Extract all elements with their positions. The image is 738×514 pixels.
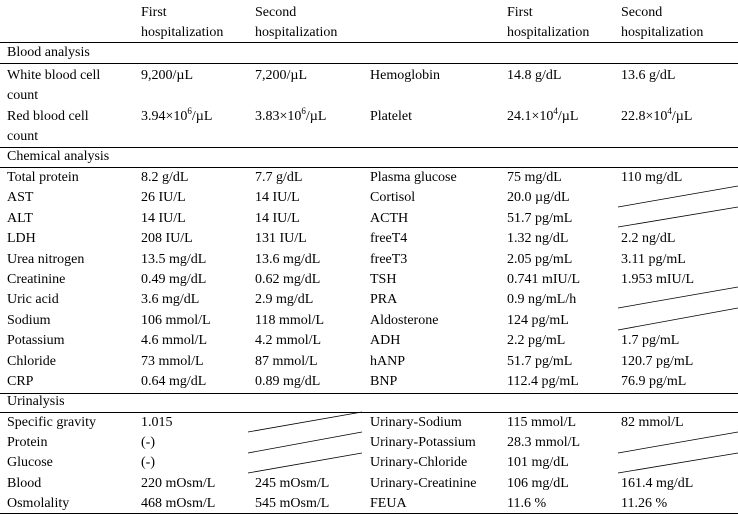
value-first-right: 20.0 µg/dL [507,190,570,206]
value-second-right: 120.7 pg/mL [621,353,694,369]
value-first: 106 mmol/L [141,312,211,328]
value-first-right: 124 pg/mL [507,312,569,328]
row-label-right: Urinary-Sodium [370,415,462,430]
row-label: Glucose [7,455,53,471]
value-first: 14 IU/L [141,210,186,226]
value-second-right: 13.6 g/dL [621,68,676,83]
rule-blood [0,63,738,64]
row-label-right: FEUA [370,495,407,511]
row-label: Osmolality [7,495,70,511]
slash-urine-second-b [248,432,362,453]
value-second: 13.6 mg/dL [255,251,321,267]
row-label: LDH [7,231,36,247]
row-label-right: Urinary-Chloride [370,455,468,471]
value-second: 7,200/µL [255,68,308,83]
value-first: 13.5 mg/dL [141,251,207,267]
value-second-right: 3.11 pg/mL [621,251,686,267]
row-label-right: Platelet [370,109,412,124]
row-label-right: hANP [370,353,406,369]
value-first: 26 IU/L [141,190,186,206]
row-label-right: Cortisol [370,190,416,206]
row-label-right: ACTH [370,210,409,226]
slash-cortisol-acth-a [618,186,738,207]
value-second-right: 161.4 mg/dL [621,475,694,491]
value-first: 3.6 mg/dL [141,292,200,308]
value-first: 220 mOsm/L [141,475,216,491]
value-first: $3.94\times 10^6/\mu L$ [141,106,213,124]
rule-urinalysis-top [0,393,738,394]
value-first: (-) [141,455,155,471]
value-first: (-) [141,435,155,451]
slash-urine-second-a [248,412,362,432]
header-first-line2: hospitalization [141,25,224,40]
value-second: 7.7 g/dL [255,170,303,185]
value-first-right: 1.32 ng/dL [507,231,569,247]
row-label: Uric acid [7,292,59,308]
value-first-right: $24.1\times 10^4/\mu L$ [507,106,579,124]
row-label-right: ADH [370,333,401,349]
rule-chemical-top [0,147,738,148]
value-first: 0.64 mg/dL [141,374,207,389]
row-label: ALT [7,210,33,226]
value-first: 9,200/µL [141,68,194,83]
value-first: 1.015 [141,415,173,430]
slash-urine-potassium-a [618,432,738,453]
slash-urine-second-c [248,453,362,473]
row-label-line2: count [7,88,39,103]
value-first-right: 51.7 pg/mL [507,210,573,226]
value-first-right: 28.3 mmol/L [507,435,581,451]
row-label: Protein [7,435,48,451]
row-label-right: BNP [370,374,398,389]
row-label: Creatinine [7,272,66,287]
value-first: 73 mmol/L [141,353,204,369]
value-first-right: 112.4 pg/mL [507,374,579,389]
value-second-right: 76.9 pg/mL [621,374,687,389]
value-second-right: 1.953 mIU/L [621,272,695,287]
value-first-right: 0.741 mIU/L [507,272,581,287]
header-second-line2: hospitalization [255,25,338,40]
row-label-right: Urinary-Potassium [370,435,476,451]
value-second: 0.89 mg/dL [255,374,321,389]
value-second-right: 11.26 % [621,495,668,511]
value-second: 14 IU/L [255,210,300,226]
value-second: 118 mmol/L [255,312,325,328]
row-label-right: Hemoglobin [370,68,440,83]
value-second-right: 82 mmol/L [621,415,684,430]
slash-cortisol-acth-b [618,207,738,227]
slash-urine-chloride-b [618,453,738,473]
value-second: 0.62 mg/dL [255,272,321,287]
value-second-right: 2.2 ng/dL [621,231,676,247]
row-label: Potassium [7,333,65,349]
header-first-line1: First [141,5,167,20]
header-second-line1: Second [255,5,297,20]
row-label: Urea nitrogen [7,251,85,267]
header-first-right-line2: hospitalization [507,25,590,40]
rule-header [0,42,738,43]
row-label-right: Aldosterone [370,312,439,328]
value-first-right: 75 mg/dL [507,170,562,185]
value-second-right: 1.7 pg/mL [621,333,680,349]
row-label: AST [7,190,34,206]
section-blood-analysis: Blood analysis [7,45,90,60]
value-second: 4.2 mmol/L [255,333,322,349]
row-label-right: TSH [370,272,397,287]
row-label: Total protein [7,170,79,185]
section-urinalysis: Urinalysis [7,394,65,409]
header-first-right-line1: First [507,5,533,20]
value-second: 87 mmol/L [255,353,318,369]
row-label-right: freeT4 [370,231,408,247]
value-first-right: 2.2 pg/mL [507,333,566,349]
value-second: 2.9 mg/dL [255,292,314,308]
value-second: 545 mOsm/L [255,495,330,511]
row-label: Specific gravity [7,415,97,430]
row-label-right: Urinary-Creatinine [370,475,477,491]
slash-pra-aldosterone-b [618,308,738,330]
row-label: Blood [7,475,42,491]
row-label-line2: count [7,129,39,144]
row-label: Chloride [7,353,56,369]
row-label: Sodium [7,312,51,328]
value-first-right: 14.8 g/dL [507,68,562,83]
row-label-right: Plasma glucose [370,170,457,185]
value-first: 468 mOsm/L [141,495,216,511]
value-first-right: 101 mg/dL [507,455,569,471]
value-first: 208 IU/L [141,231,193,247]
section-chemical-analysis: Chemical analysis [7,149,110,164]
value-first-right: 51.7 pg/mL [507,353,573,369]
value-first: 0.49 mg/dL [141,272,207,287]
value-second: 131 IU/L [255,231,307,247]
value-first-right: 0.9 ng/mL/h [507,292,577,308]
value-first: 8.2 g/dL [141,170,189,185]
row-label: CRP [7,374,34,389]
value-second: $3.83\times 10^6/\mu L$ [255,106,327,124]
value-second-right: 110 mg/dL [621,170,683,185]
row-label-right: freeT3 [370,251,408,267]
value-first-right: 106 mg/dL [507,475,569,491]
row-label-line1: Red blood cell [7,109,89,124]
header-second-right-line2: hospitalization [621,25,704,40]
row-label-right: PRA [370,292,398,308]
value-first: 4.6 mmol/L [141,333,208,349]
slash-pra-aldosterone-a [618,287,738,308]
value-first-right: 11.6 % [507,495,547,511]
header-second-right-line1: Second [621,5,663,20]
value-first-right: 115 mmol/L [507,415,577,430]
row-label-line1: White blood cell [7,68,101,83]
value-first-right: 2.05 pg/mL [507,251,573,267]
value-second: 245 mOsm/L [255,475,330,491]
value-second: 14 IU/L [255,190,300,206]
value-second-right: $22.8\times 10^4/\mu L$ [621,106,693,124]
